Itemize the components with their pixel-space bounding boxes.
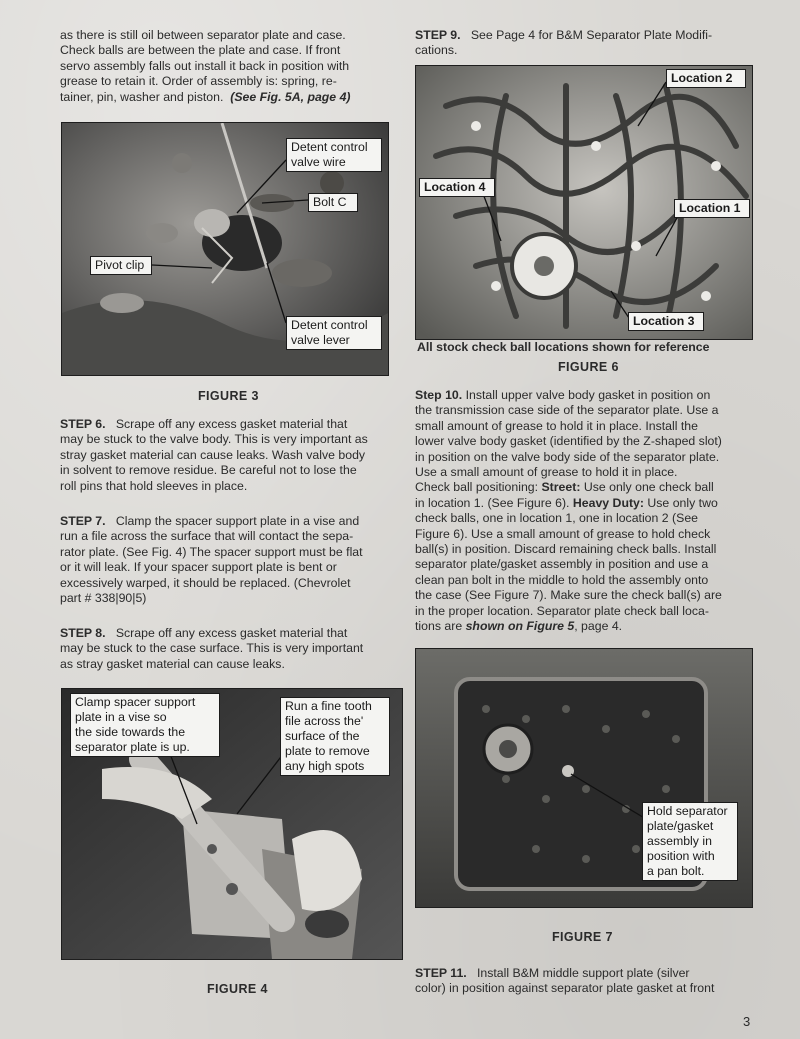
figure-3-photo <box>61 122 389 376</box>
callout-location-4: Location 4 <box>419 178 495 197</box>
callout-location-2: Location 2 <box>666 69 746 88</box>
intro-line: as there is still oil between separator plate and case. <box>60 28 346 42</box>
step-11-label: STEP 11. <box>415 966 467 980</box>
step-8-label: STEP 8. <box>60 626 106 640</box>
step-10-label: Step 10. <box>415 388 463 402</box>
intro-line: grease to retain it. Order of assembly is: spring, re- <box>60 74 337 89</box>
figure-7-title: FIGURE 7 <box>552 930 613 944</box>
callout-detent-control-valve-lever: Detent control valve lever <box>286 316 382 350</box>
intro-line: servo assembly falls out install it back in position with <box>60 58 350 73</box>
intro-paragraph <box>60 28 392 105</box>
callout-location-3: Location 3 <box>628 312 704 331</box>
intro-line: Check balls are between the plate and case. If front <box>60 43 341 58</box>
step-9-paragraph: STEP 9. See Page 4 for B&M Separator Plate Modifi- cations. <box>415 28 713 58</box>
figure-6-title: FIGURE 6 <box>558 360 619 374</box>
figure-4-photo <box>61 688 403 960</box>
step-7-label: STEP 7. <box>60 514 106 528</box>
step-10-paragraph: Step 10. Install upper valve body gasket in position on the transmission case side of the separator plate. Use a small amount of grease to hold it in place. Install the lower valve body gasket (identified by the Z-shaped slot) in position on the valve body side of the separator plate. Use a small amount of grease to hold it in place. Check ball positioning: Street: Use only one check ball in location 1. (See Figure 6). Heavy Duty: Use only two check balls, one in location 1, one in location 2 (See Figure 6). Use a small amount of grease to hold check ball(s) in position. Discard remaining check balls. Install separator plate/gasket assembly in position and use a clean pan bolt in the middle to hold the assembly onto the case (See Figure 7). Make sure the check ball(s) are in the proper location. Separator plate check ball loca- tions are shown on Figure 5, page 4. <box>415 388 722 634</box>
callout-hold-separator-plate: Hold separator plate/gasket assembly in position with a pan bolt. <box>642 802 738 881</box>
figure-6-caption: All stock check ball locations shown for reference <box>417 340 710 354</box>
figure-5-reference: shown on Figure 5 <box>465 619 575 634</box>
figure-reference: (See Fig. 5A, page 4) <box>230 89 351 104</box>
figure-3-title: FIGURE 3 <box>198 389 259 403</box>
figure-7-photo <box>415 648 753 908</box>
callout-location-1: Location 1 <box>674 199 750 218</box>
step-7-paragraph: STEP 7. Clamp the spacer support plate in a vise and run a file across the surface that will contact the sepa- rator plate. (See Fig. 4) The spacer support must be flat or it will leak. If your spacer support plate is bent or excessively warped, it should be replaced. (Chevrolet part # 338|90|5) <box>60 514 363 606</box>
intro-line: tainer, pin, washer and piston. (See Fig. 5A, page 4) <box>60 89 351 104</box>
step-6-paragraph: STEP 6. Scrape off any excess gasket material that may be stuck to the valve body. This is very important as stray gasket material can cause leaks. Wash valve body in solvent to remove residue. Be careful not to lose the roll pins that hold sleeves in place. <box>60 417 368 493</box>
page-number: 3 <box>743 1014 751 1029</box>
step-8-paragraph: STEP 8. Scrape off any excess gasket material that may be stuck to the case surface. This is very important as stray gasket material can cause leaks. <box>60 626 364 671</box>
step-6-label: STEP 6. <box>60 417 106 431</box>
figure-4-title: FIGURE 4 <box>207 982 268 996</box>
callout-run-fine-tooth-file: Run a fine tooth file across the' surface of the plate to remove any high spots <box>280 697 390 776</box>
step-9-label: STEP 9. <box>415 28 461 42</box>
figure-6-photo <box>415 65 753 340</box>
callout-clamp-spacer-support: Clamp spacer support plate in a vise so the side towards the separator plate is up. <box>70 693 220 757</box>
step-11-paragraph: STEP 11. Install B&M middle support plate (silver color) in position against separator plate gasket at front <box>415 966 715 996</box>
callout-bolt-c: Bolt C <box>308 193 358 212</box>
callout-detent-control-valve-wire: Detent control valve wire <box>286 138 382 172</box>
callout-pivot-clip: Pivot clip <box>90 256 152 275</box>
